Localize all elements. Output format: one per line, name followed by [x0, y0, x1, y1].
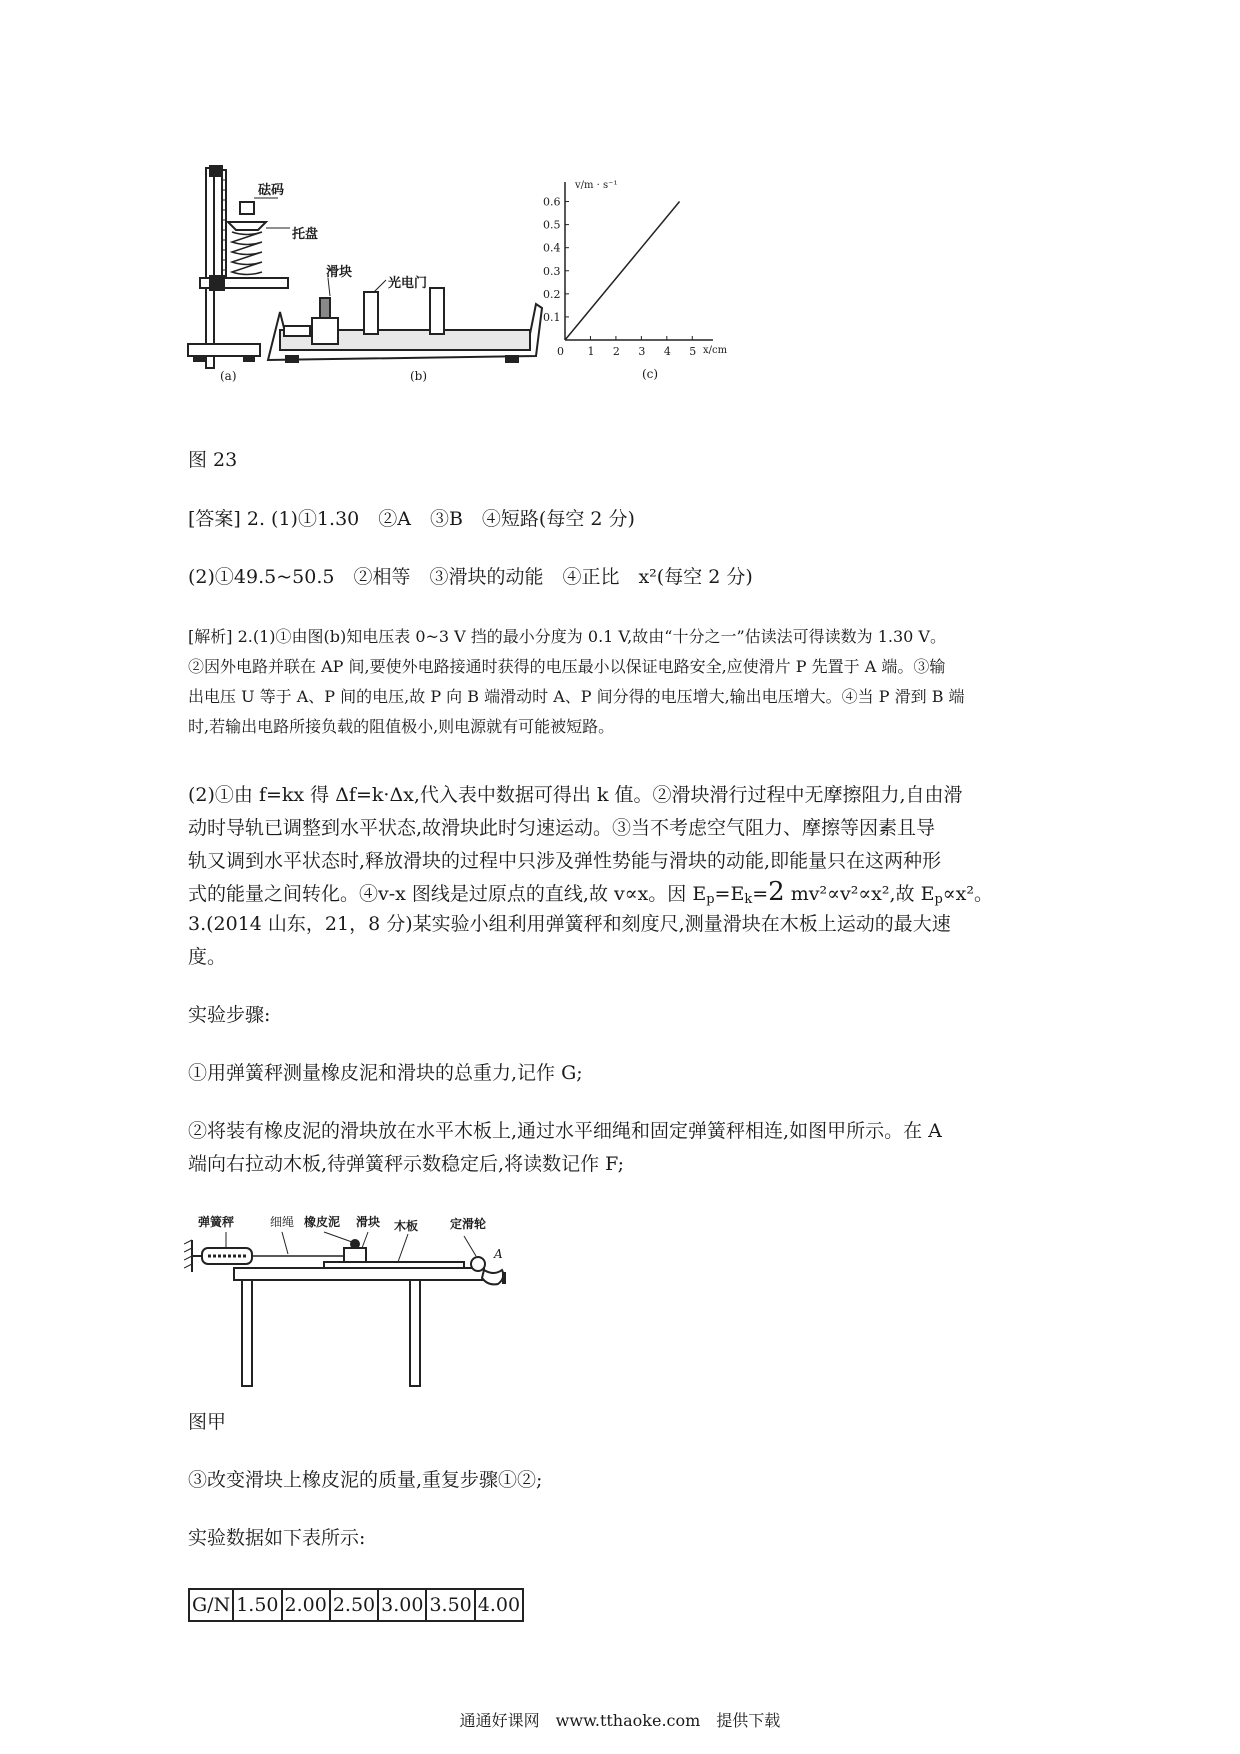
question3-line-2: 度。	[188, 946, 227, 968]
analysis2-tail: ∝x²。	[942, 883, 993, 905]
subscript-p-2: p	[934, 892, 943, 907]
label-pulley: 定滑轮	[450, 1217, 487, 1231]
figure-a-tray-label: 托盘	[292, 227, 319, 242]
table-cell: 1.50	[233, 1589, 281, 1621]
y-tick-label: 0.5	[543, 218, 561, 232]
analysis2-line-3: 轨又调到水平状态时,释放滑块的过程中只涉及弹性势能与滑块的动能,即能量只在这两种形	[188, 850, 942, 872]
y-tick-label: 0.3	[543, 264, 561, 278]
figure-b-gate-label: 光电门	[388, 276, 428, 291]
subscript-p: p	[706, 892, 715, 907]
data-intro: 实验数据如下表所示:	[188, 1527, 366, 1549]
label-board: 木板	[394, 1219, 419, 1233]
subscript-k: k	[744, 892, 753, 907]
figure-c-chart	[543, 182, 713, 358]
label-slider: 滑块	[356, 1215, 381, 1229]
figure-a-label: (a)	[220, 369, 237, 383]
analysis-line-4: 时,若输出电路所接负载的阻值极小,则电源就有可能被短路。	[188, 717, 615, 736]
page-footer: 通通好课网 www.tthaoke.com 提供下载	[459, 1711, 781, 1730]
table-cell: 3.50	[426, 1589, 474, 1621]
label-putty: 橡皮泥	[304, 1215, 341, 1229]
analysis-line-1: [解析] 2.(1)①由图(b)知电压表 0~3 V 挡的最小分度为 0.1 V,故由“十分之一”估读法可得读数为 1.30 V。	[188, 627, 946, 646]
figure-23-caption: 图 23	[188, 449, 238, 471]
x-tick-label: 4	[663, 345, 671, 358]
figure-23	[180, 160, 820, 435]
step-3: ③改变滑块上橡皮泥的质量,重复步骤①②;	[188, 1469, 543, 1491]
step-1: ①用弹簧秤测量橡皮泥和滑块的总重力,记作 G;	[188, 1062, 583, 1084]
figure-c-y-axis-label: v/m · s⁻¹	[575, 180, 618, 191]
y-tick-label: 0.2	[543, 287, 561, 301]
table-cell: 2.50	[330, 1589, 378, 1621]
x-tick-label: 1	[587, 345, 595, 358]
label-rope: 细绳	[270, 1215, 295, 1229]
fraction-denominator-2: 2	[768, 877, 785, 907]
x-tick-label: 2	[612, 345, 620, 358]
figure-c-x-axis-label: x/cm	[703, 345, 728, 356]
step-2-line-1: ②将装有橡皮泥的滑块放在水平木板上,通过水平细绳和固定弹簧秤相连,如图甲所示。在 A	[188, 1120, 942, 1142]
question3-line-1: 3.(2014 山东，21，8 分)某实验小组利用弹簧秤和刻度尺,测量滑块在木板上运动的最大速	[188, 913, 951, 935]
figure-b-slider-label: 滑块	[326, 265, 353, 280]
figure-a-weight-label: 砝码	[258, 183, 285, 198]
analysis2-line-1: (2)①由 f=kx 得 Δf=k·Δx,代入表中数据可得出 k 值。②滑块滑行过程中无摩擦阻力,自由滑	[188, 784, 963, 806]
figure-b-label: (b)	[410, 369, 428, 383]
table-cell: 2.00	[282, 1589, 330, 1621]
step-2-line-2: 端向右拉动木板,待弹簧秤示数稳定后,将读数记作 F;	[188, 1153, 625, 1175]
analysis2-line-2: 动时导轨已调整到水平状态,故滑块此时匀速运动。③当不考虑空气阻力、摩擦等因素且导	[188, 817, 936, 839]
table-cell: 3.00	[378, 1589, 426, 1621]
y-tick-label: 0.6	[543, 195, 561, 209]
analysis2-line-4-text-a: 式的能量之间转化。④v-x 图线是过原点的直线,故 v∝x。因 E	[188, 883, 707, 905]
answer-line-1: [答案] 2. (1)①1.30 ②A ③B ④短路(每空 2 分)	[188, 508, 635, 530]
analysis-line-2: ②因外电路并联在 AP 间,要使外电路接通时获得的电压最小以保证电路安全,应使滑片 P 先置于 A 端。③输	[188, 657, 946, 676]
x-tick-label: 0	[557, 345, 564, 358]
data-table	[188, 1588, 524, 1622]
table-cell: 4.00	[475, 1589, 523, 1621]
y-tick-label: 0.1	[543, 310, 561, 324]
analysis-line-3: 出电压 U 等于 A、P 间的电压,故 P 向 B 端滑动时 A、P 间分得的电压增大,输出电压增大。④当 P 滑到 B 端	[188, 687, 965, 706]
figure-jia-caption: 图甲	[188, 1411, 227, 1433]
answer-line-2: (2)①49.5~50.5 ②相等 ③滑块的动能 ④正比 x²(每空 2 分)	[188, 566, 753, 588]
x-tick-label: 5	[689, 345, 697, 358]
steps-title: 实验步骤:	[188, 1004, 271, 1026]
figure-jia	[184, 1210, 544, 1395]
table-cell: G/N	[189, 1589, 233, 1621]
analysis2-line-4-text-b: mv²∝v²∝x²,故 E	[784, 883, 935, 905]
data-line	[565, 202, 680, 340]
figure-c-label: (c)	[642, 367, 659, 381]
label-point-a: A	[494, 1247, 503, 1261]
label-spring-scale: 弹簧秤	[198, 1215, 235, 1229]
x-tick-label: 3	[638, 345, 646, 358]
analysis2-eq: =E	[714, 883, 745, 905]
analysis2-eq2: =	[752, 883, 769, 905]
table-row	[189, 1589, 523, 1621]
y-tick-label: 0.4	[543, 241, 561, 255]
